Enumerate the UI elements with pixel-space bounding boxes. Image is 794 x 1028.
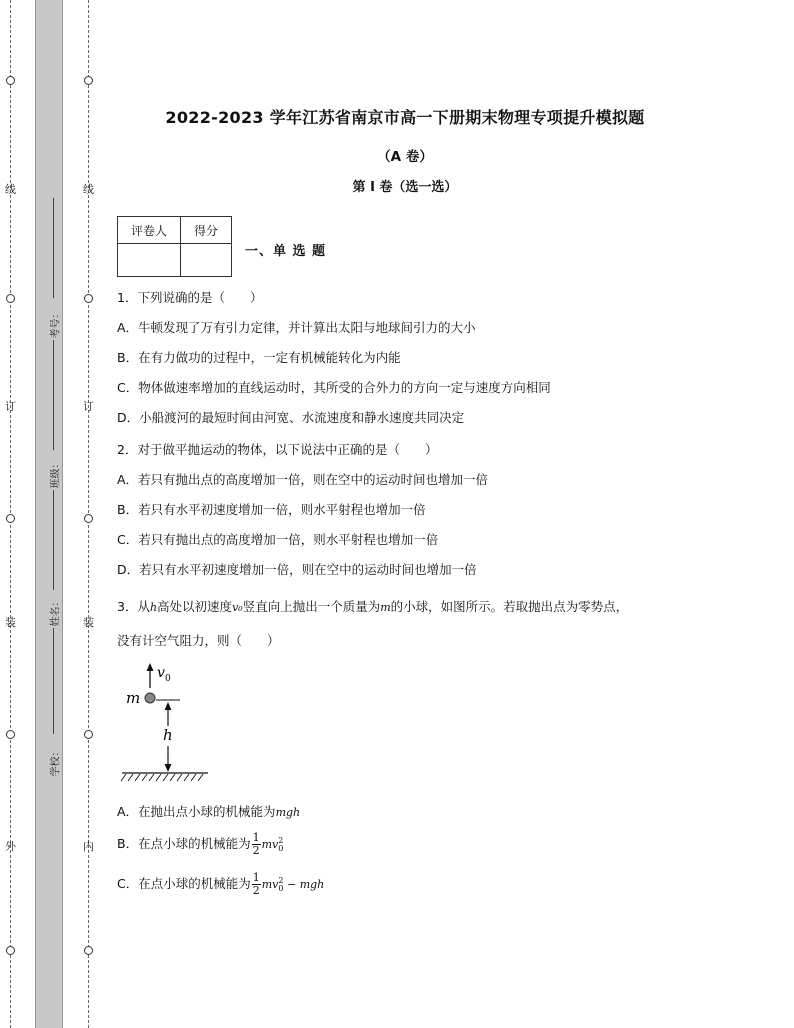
margin-char-outer: 装 — [5, 616, 16, 629]
question-3-option-b: B．在点小球的机械能为 $\frac{1}{2}$ mv 2 0 — [117, 831, 284, 857]
exam-number-blank — [53, 198, 54, 298]
q3-stem-part: 高处以初速度 — [157, 599, 233, 614]
q3-option-c-tail: − mgh — [283, 878, 325, 891]
height-label: h — [163, 726, 173, 744]
question-1-option-a: A．牛顿发现了万有引力定律，并计算出太阳与地球间引力的大小 — [117, 320, 476, 335]
question-1-option-d: D．小船渡河的最短时间由河宽、水流速度和静水速度共同决定 — [117, 410, 465, 425]
name-blank — [53, 490, 54, 590]
question-2-option-b: B．若只有水平初速度增加一倍，则水平射程也增加一倍 — [117, 502, 426, 517]
ground-hatching — [121, 774, 203, 781]
question-2-stem: 2．对于做平抛运动的物体，以下说法中正确的是（ ） — [117, 442, 438, 457]
q3-option-b-mv: mv — [261, 838, 279, 851]
binding-hole-outer — [6, 946, 15, 955]
question-3-stem — [117, 597, 628, 615]
binding-hole-inner — [84, 946, 93, 955]
score-header: 得分 — [181, 217, 232, 244]
q3-var-v0: v₀ — [232, 601, 243, 614]
q3-stem-part: 3．从 — [117, 599, 150, 614]
q3-var-m: m — [380, 601, 391, 614]
q3-stem-part: 竖直向上抛出一个质量为 — [242, 599, 381, 614]
binding-hole-inner — [84, 730, 93, 739]
binding-hole-outer — [6, 514, 15, 523]
margin-char-outer: 外 — [5, 840, 16, 853]
page-title: 2022-2023 学年江苏省南京市高一下册期末物理专项提升模拟题 — [165, 108, 645, 127]
reviewer-cell — [118, 244, 181, 277]
fraction-half: $\frac{1}{2}$ — [252, 871, 260, 897]
velocity-subscript: 0 — [165, 674, 171, 684]
ball — [145, 693, 155, 703]
q3-option-a-expr: mgh — [275, 806, 301, 819]
class-label: 班级： — [50, 458, 62, 489]
question-3-option-a — [117, 802, 300, 820]
binding-hole-outer — [6, 294, 15, 303]
q3-option-a-text: A．在抛出点小球的机械能为 — [117, 804, 276, 819]
binding-hole-inner — [84, 294, 93, 303]
question-2-option-d: D．若只有水平初速度增加一倍，则在空中的运动时间也增加一倍 — [117, 562, 477, 577]
score-cell — [181, 244, 232, 277]
volume-title: 第 I 卷（选一选） — [352, 180, 458, 195]
question-1-stem: 1．下列说确的是（ ） — [117, 290, 263, 305]
paper-version: （A 卷） — [377, 149, 433, 165]
question-2-option-c: C．若只有抛出点的高度增加一倍，则水平射程也增加一倍 — [117, 532, 439, 547]
binding-hole-outer — [6, 730, 15, 739]
margin-char-outer: 线 — [5, 183, 16, 196]
margin-char-inner: 装 — [83, 616, 94, 629]
school-blank — [53, 628, 54, 734]
question-1-option-b: B．在有力做功的过程中，一定有机械能转化为内能 — [117, 350, 401, 365]
q3-option-b-text: B．在点小球的机械能为 — [117, 836, 251, 851]
binding-hole-inner — [84, 76, 93, 85]
q3-var-h: h — [149, 601, 158, 614]
q3-option-c-text: C．在点小球的机械能为 — [117, 876, 251, 891]
velocity-label: v — [157, 665, 165, 681]
projectile-figure — [118, 660, 218, 785]
fraction-half: $\frac{1}{2}$ — [252, 831, 260, 857]
binding-hole-inner — [84, 514, 93, 523]
binding-hole-outer — [6, 76, 15, 85]
margin-char-inner: 内 — [83, 840, 94, 853]
mass-label: m — [126, 689, 141, 707]
binding-band — [35, 0, 63, 1028]
margin-char-inner: 线 — [83, 183, 94, 196]
class-blank — [53, 340, 54, 450]
reviewer-header: 评卷人 — [118, 217, 181, 244]
q3-stem-part: 的小球，如图所示。若取抛出点为零势点， — [390, 599, 629, 614]
section-title: 一、单 选 题 — [245, 244, 327, 259]
question-2-option-a: A．若只有抛出点的高度增加一倍，则在空中的运动时间也增加一倍 — [117, 472, 489, 487]
name-label: 姓名： — [50, 596, 62, 627]
margin-char-inner: 订 — [83, 400, 94, 413]
question-1-option-c: C．物体做速率增加的直线运动时，其所受的合外力的方向一定与速度方向相同 — [117, 380, 551, 395]
velocity-arrowhead — [147, 663, 154, 671]
score-table — [117, 216, 232, 277]
question-3-option-c: C．在点小球的机械能为 $\frac{1}{2}$ mv 2 0 − mgh — [117, 871, 325, 897]
question-3-stem-line2: 没有计空气阻力，则（ ） — [117, 633, 280, 648]
school-label: 学校： — [50, 746, 62, 777]
height-arrowhead-down — [165, 764, 172, 772]
exam-number-label: 考号： — [50, 308, 62, 339]
margin-char-outer: 订 — [5, 400, 16, 413]
q3-option-c-mv: mv — [261, 878, 279, 891]
